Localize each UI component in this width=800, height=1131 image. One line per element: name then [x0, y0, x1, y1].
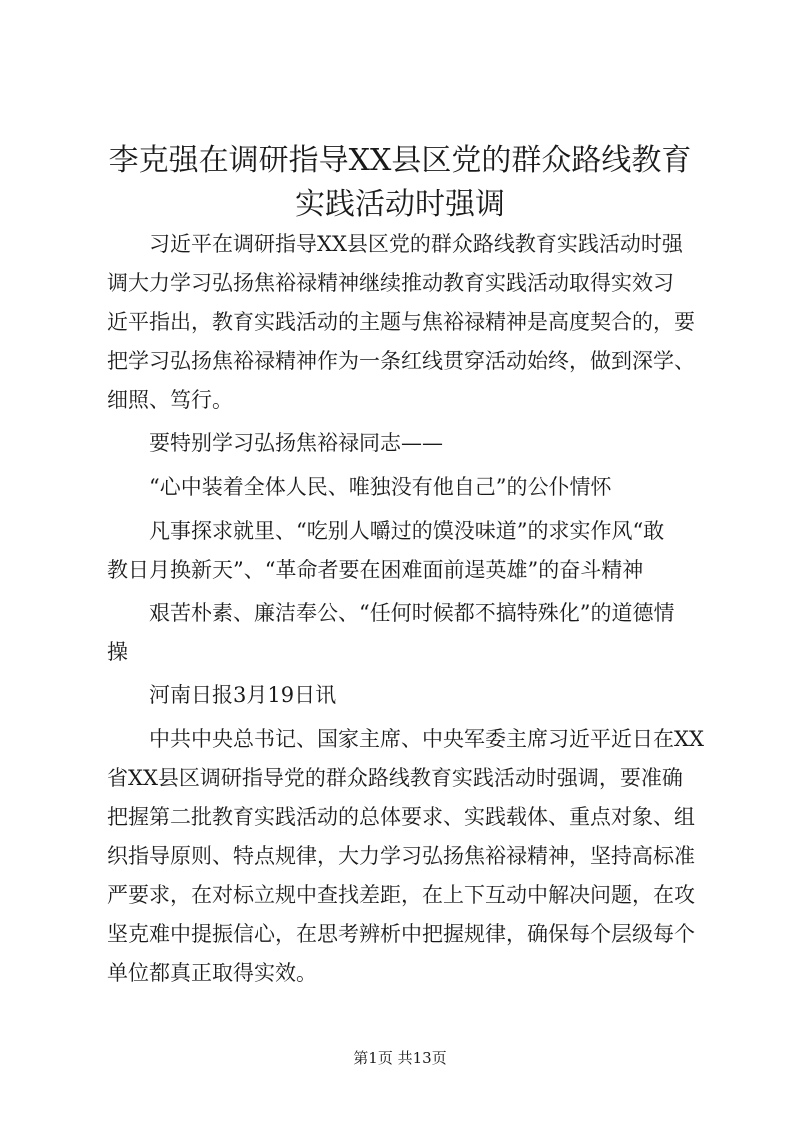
paragraph-line: 严要求，在对标立规中查找差距，在上下互动中解决问题，在攻: [107, 883, 695, 907]
paragraph-line: 坚克难中提振信心，在思考辨析中把握规律，确保每个层级每个: [107, 922, 695, 946]
paragraph-line: “心中装着全体人民、唯独没有他自己”的公仆情怀: [149, 475, 612, 499]
page-number-footer: 第1页 共13页: [353, 1049, 447, 1067]
paragraph-line: 把握第二批教育实践活动的总体要求、实践载体、重点对象、组: [107, 805, 695, 829]
paragraph-line: 操: [107, 640, 128, 664]
paragraph-line: 织指导原则、特点规律，大力学习弘扬焦裕禄精神，坚持高标准: [107, 844, 695, 868]
paragraph-line: 省XX县区调研指导党的群众路线教育实践活动时强调，要准确: [107, 766, 683, 790]
paragraph-line: 单位都真正取得实效。: [107, 961, 317, 985]
paragraph-line: 把学习弘扬焦裕禄精神作为一条红线贯穿活动始终，做到深学、: [107, 349, 695, 373]
paragraph-line: 近平指出，教育实践活动的主题与焦裕禄精神是高度契合的，要: [107, 310, 695, 334]
paragraph-line: 调大力学习弘扬焦裕禄精神继续推动教育实践活动取得实效习: [107, 271, 674, 295]
paragraph-line: 中共中央总书记、国家主席、中央军委主席习近平近日在XX: [149, 727, 704, 751]
document-title-line-2: 实践活动时强调: [295, 187, 505, 222]
paragraph-line: 教日月换新天”、“革命者要在困难面前逞英雄”的奋斗精神: [107, 558, 644, 582]
paragraph-line: 艰苦朴素、廉洁奉公、“任何时候都不搞特殊化”的道德情: [149, 601, 675, 625]
paragraph-line: 要特别学习弘扬焦裕禄同志——: [149, 431, 443, 455]
document-title-line-1: 李克强在调研指导XX县区党的群众路线教育: [108, 143, 692, 178]
paragraph-line: 习近平在调研指导XX县区党的群众路线教育实践活动时强: [149, 232, 683, 256]
paragraph-line: 细照、笃行。: [107, 388, 233, 412]
paragraph-line: 凡事探求就里、“吃别人嚼过的馍没味道”的求实作风“敢: [149, 519, 665, 543]
dateline: 河南日报3月19日讯: [149, 683, 337, 707]
